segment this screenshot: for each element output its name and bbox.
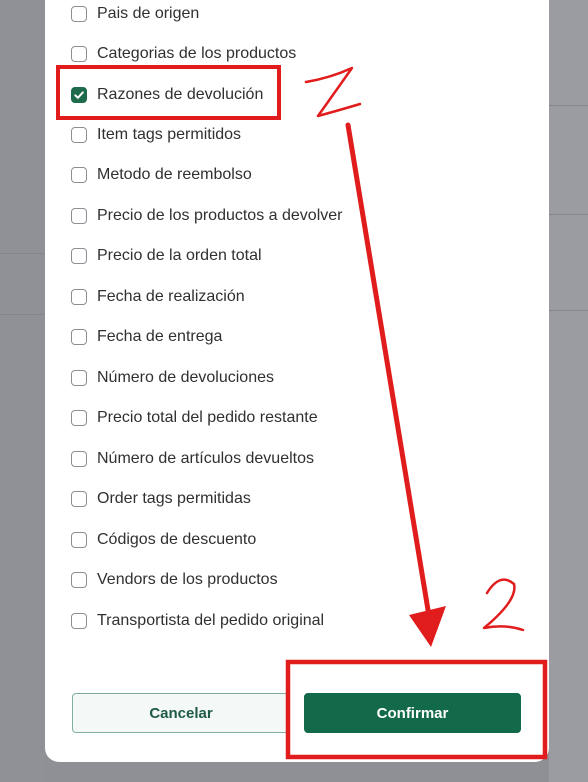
backdrop-left	[0, 0, 45, 782]
option-label: Número de devoluciones	[97, 369, 274, 386]
option-metodo-de-reembolso[interactable]	[71, 164, 252, 186]
checkbox[interactable]	[71, 532, 87, 548]
option-label: Order tags permitidas	[97, 490, 251, 507]
backdrop-divider	[549, 105, 588, 106]
option-label: Metodo de reembolso	[97, 166, 252, 183]
option-vendors[interactable]	[71, 569, 278, 591]
checkbox[interactable]	[71, 248, 87, 264]
option-fecha-realizacion[interactable]	[71, 286, 245, 308]
option-label: Vendors de los productos	[97, 571, 278, 588]
option-razones-de-devolucion[interactable]	[71, 84, 263, 106]
checkbox[interactable]	[71, 451, 87, 467]
option-numero-articulos-devueltos[interactable]	[71, 448, 314, 470]
option-label: Razones de devolución	[97, 86, 264, 103]
option-label: Precio total del pedido restante	[97, 409, 318, 426]
option-label: Número de artículos devueltos	[97, 450, 314, 467]
option-order-tags[interactable]	[71, 488, 251, 510]
option-label: Precio de los productos a devolver	[97, 207, 343, 224]
backdrop-divider	[549, 310, 588, 311]
option-precio-pedido-restante[interactable]	[71, 407, 318, 429]
option-categorias[interactable]	[71, 43, 296, 65]
option-transportista[interactable]	[71, 610, 324, 632]
option-precio-orden-total[interactable]	[71, 245, 262, 267]
option-fecha-entrega[interactable]	[71, 326, 222, 348]
checkmark-icon	[73, 89, 85, 101]
cancel-button[interactable]: Cancelar	[72, 693, 290, 733]
confirm-button[interactable]: Confirmar	[304, 693, 521, 733]
backdrop-divider	[0, 314, 45, 315]
option-label: Transportista del pedido original	[97, 612, 325, 629]
option-precio-productos[interactable]	[71, 205, 342, 227]
checkbox-checked[interactable]	[71, 87, 87, 103]
option-label: Códigos de descuento	[97, 531, 257, 548]
option-label: Fecha de realización	[97, 288, 245, 305]
option-label: Fecha de entrega	[97, 328, 223, 345]
checkbox[interactable]	[71, 572, 87, 588]
backdrop-divider	[549, 214, 588, 215]
checkbox[interactable]	[71, 46, 87, 62]
option-numero-devoluciones[interactable]	[71, 367, 274, 389]
backdrop-divider	[0, 253, 45, 254]
column-selection-modal	[45, 0, 549, 762]
checkbox[interactable]	[71, 370, 87, 386]
checkbox[interactable]	[71, 127, 87, 143]
option-codigos-descuento[interactable]	[71, 529, 256, 551]
checkbox[interactable]	[71, 289, 87, 305]
option-label: Precio de la orden total	[97, 247, 262, 264]
option-label: Pais de origen	[97, 5, 200, 22]
checkbox[interactable]	[71, 613, 87, 629]
option-item-tags[interactable]	[71, 124, 241, 146]
option-pais-de-origen[interactable]	[71, 3, 199, 25]
option-label: Item tags permitidos	[97, 126, 242, 143]
checkbox[interactable]	[71, 491, 87, 507]
checkbox[interactable]	[71, 329, 87, 345]
checkbox[interactable]	[71, 6, 87, 22]
option-label: Categorias de los productos	[97, 45, 297, 62]
checkbox[interactable]	[71, 410, 87, 426]
backdrop-right	[549, 0, 588, 782]
checkbox[interactable]	[71, 208, 87, 224]
checkbox[interactable]	[71, 167, 87, 183]
